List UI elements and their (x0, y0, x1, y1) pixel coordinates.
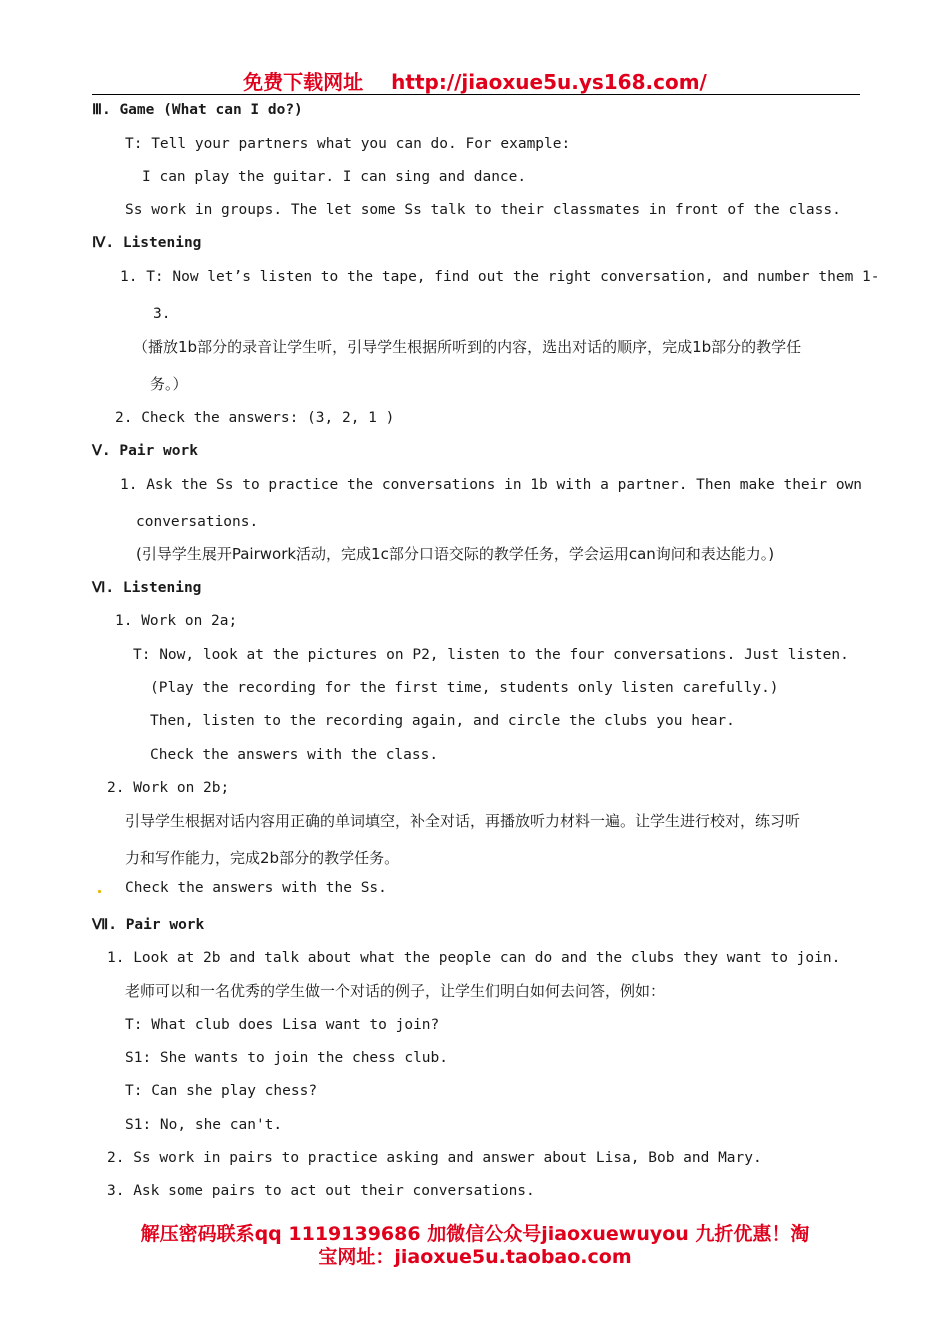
text-line: S1: No, she can't. (125, 1117, 283, 1133)
text-line: S1: She wants to join the chess club. (125, 1050, 449, 1066)
text-line: Then, listen to the recording again, and circle the clubs you hear. (150, 713, 735, 729)
section-4-heading: Ⅳ. Listening (92, 235, 202, 251)
text-line: 3. (153, 306, 171, 322)
text-line: T: Can she play chess? (125, 1083, 318, 1099)
section-7-heading: Ⅶ. Pair work (92, 917, 205, 933)
text-line: 2. Ss work in pairs to practice asking and answer about Lisa, Bob and Mary. (107, 1150, 762, 1166)
text-line: 1. Ask the Ss to practice the conversations in 1b with a partner. Then make their own (120, 477, 863, 493)
text-line: conversations. (136, 514, 259, 530)
text-line: (引导学生展开Pairwork活动，完成1c部分口语交际的教学任务，学会运用can询问和表达能力。) (136, 545, 775, 563)
header-label: 免费下载网址 (243, 70, 364, 94)
text-line: Ss work in groups. The let some Ss talk to their classmates in front of the class. (125, 202, 841, 218)
text-line: 1. T: Now let’s listen to the tape, find out the right conversation, and number them 1- (120, 269, 880, 285)
text-line: 引导学生根据对话内容用正确的单词填空，补全对话，再播放听力材料一遍。让学生进行校对，练习听 (125, 812, 801, 830)
text-line: 力和写作能力，完成2b部分的教学任务。 (125, 849, 400, 867)
text-line: T: Now, look at the pictures on P2, listen to the four conversations. Just listen. (133, 647, 849, 663)
text-line: 3. Ask some pairs to act out their conversations. (107, 1183, 535, 1199)
text-line: (Play the recording for the first time, students only listen carefully.) (150, 680, 779, 696)
text-line: Check the answers with the class. (150, 747, 439, 763)
page-header (0, 66, 950, 95)
header-rule (92, 94, 860, 95)
section-6-heading: Ⅵ. Listening (92, 580, 202, 596)
text-line: 1. Work on 2a; (115, 613, 238, 629)
text-line: （播放1b部分的录音让学生听，引导学生根据所听到的内容，选出对话的顺序，完成1b部分的教学任 (133, 338, 802, 356)
text-line: Check the answers with the Ss. (125, 880, 387, 896)
text-line: 老师可以和一名优秀的学生做一个对话的例子，让学生们明白如何去问答，例如： (125, 982, 666, 1000)
text-line: T: What club does Lisa want to join? (125, 1017, 440, 1033)
footer-line-1: 解压密码联系qq 1119139686 加微信公众号jiaoxuewuyou 九折优惠！淘 (140, 1223, 810, 1245)
text-line: T: Tell your partners what you can do. For example: (125, 136, 571, 152)
text-line: I can play the guitar. I can sing and dance. (142, 169, 527, 185)
section-3-heading: Ⅲ. Game (What can I do?) (92, 102, 303, 118)
decorative-dot (98, 890, 101, 893)
text-line: 2. Work on 2b; (107, 780, 230, 796)
section-5-heading: Ⅴ. Pair work (92, 443, 198, 459)
text-line: 2. Check the answers: (3, 2, 1 ) (115, 410, 395, 426)
footer-line-2[interactable]: 宝网址：jiaoxue5u.taobao.com (318, 1246, 632, 1268)
text-line: 务。） (150, 375, 188, 393)
text-line: 1. Look at 2b and talk about what the people can do and the clubs they want to join. (107, 950, 841, 966)
header-url[interactable]: http://jiaoxue5u.ys168.com/ (391, 70, 707, 94)
